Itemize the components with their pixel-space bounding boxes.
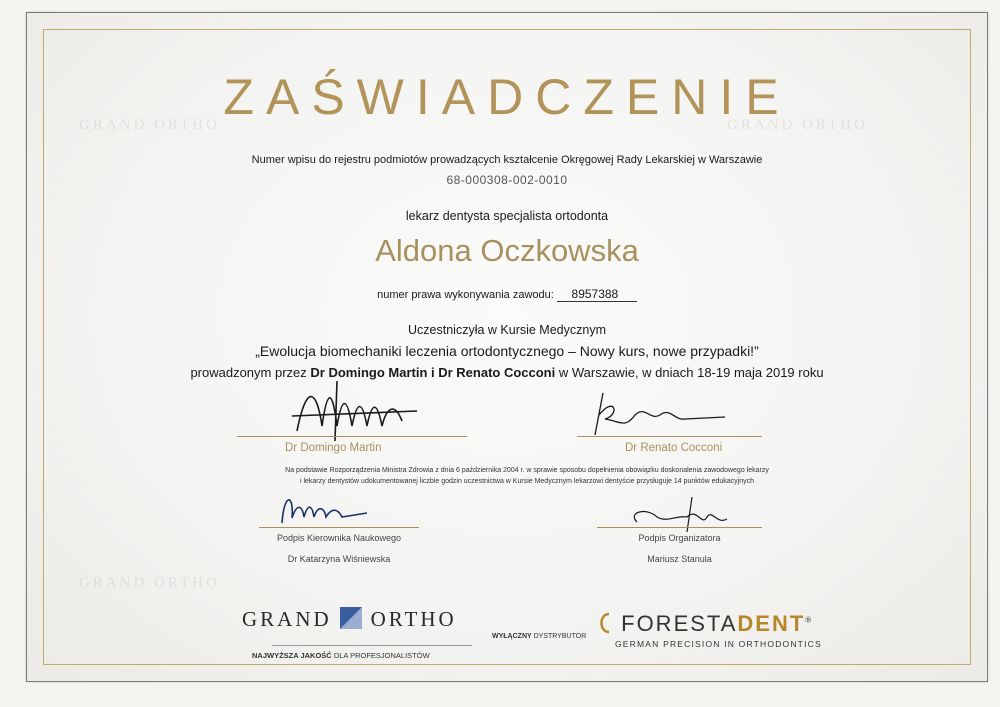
- led-lecturers: Dr Domingo Martin i Dr Renato Cocconi: [310, 365, 556, 380]
- watermark-brand: GRAND ORTHO: [727, 117, 868, 133]
- license-label: numer prawa wykonywania zawodu:: [377, 289, 554, 301]
- watermark-left-bottom: [79, 575, 220, 592]
- signature-mariusz-stanula: [617, 487, 757, 537]
- led-prefix: prowadzonym przez: [190, 365, 307, 380]
- course-lecturers-line: [27, 365, 987, 380]
- grand-ortho-tag-rest: DLA PROFESJONALISTÓW: [333, 651, 430, 660]
- name-kierownik: Dr Katarzyna Wiśniewska: [287, 554, 391, 564]
- signature-line-martin: [237, 436, 467, 437]
- grand-ortho-emblem-icon: [340, 607, 362, 629]
- grand-ortho-tag-bold: NAJWYŻSZA JAKOŚĆ: [252, 651, 332, 660]
- participation-text: Uczestniczyła w Kursie Medycznym: [408, 323, 606, 337]
- signature-domingo-martin: [277, 371, 437, 451]
- grand-ortho-logo: [242, 607, 502, 660]
- forestadent-bracket-icon: [597, 612, 613, 634]
- license-row: [27, 287, 987, 302]
- signature-line-cocconi: [577, 436, 762, 437]
- led-suffix: w Warszawie, w dniach 18-19 maja 2019 roku: [558, 365, 824, 380]
- profession: lekarz dentysta specjalista ortodonta: [405, 209, 609, 223]
- signature-name-martin: Dr Domingo Martin: [285, 442, 382, 454]
- watermark-brand: GRAND ORTHO: [79, 117, 220, 133]
- signature-line-kierownik: [259, 527, 419, 528]
- caption-organizator: Podpis Organizatora: [638, 533, 721, 543]
- course-title: „Ewolucja biomechaniki leczenia ortodontycznego – Nowy kurs, nowe przypadki!”: [255, 343, 759, 359]
- grand-ortho-tagline: [252, 651, 430, 660]
- watermark-brand: GRAND ORTHO: [79, 575, 220, 591]
- license-number: 8957388: [557, 287, 637, 302]
- legal-line-1: Na podstawie Rozporządzenia Ministra Zdrowia z dnia 6 października 2004 r. w sprawie sposobu dopełnienia obowiązku doskonalenia zawodowego lekarzy: [285, 467, 769, 474]
- register-number: 68-000308-002-0010: [446, 173, 568, 187]
- grand-ortho-rule: [272, 645, 472, 646]
- forestadent-logo: [597, 611, 822, 649]
- signature-name-cocconi: Dr Renato Cocconi: [625, 442, 723, 454]
- forestadent-part2: DENT: [737, 611, 806, 636]
- distributor-rest: DYSTRYBUTOR: [533, 633, 587, 640]
- distributor-label: [492, 633, 586, 640]
- register-text: Numer wpisu do rejestru podmiotów prowadzących kształcenie Okręgowej Rady Lekarskiej w Warszawie: [251, 154, 763, 166]
- legal-line-2: i lekarzy dentystów udokumentowanej liczbie godzin uczestnictwa w Kursie Medycznym lekarzowi dentyście przysługuje 14 punktów edukacyjnych: [299, 478, 755, 485]
- grand-ortho-right: ORTHO: [370, 607, 457, 631]
- certificate-paper: [26, 12, 988, 682]
- caption-kierownik: Podpis Kierownika Naukowego: [276, 533, 402, 543]
- forestadent-tagline: GERMAN PRECISION IN ORTHODONTICS: [615, 639, 822, 649]
- name-organizator: Mariusz Stanula: [647, 554, 712, 564]
- certificate-title: ZAŚWIADCZENIE: [223, 69, 791, 125]
- recipient-name: Aldona Oczkowska: [375, 233, 639, 268]
- signature-katarzyna-wisniewska: [272, 483, 392, 533]
- grand-ortho-left: GRAND: [242, 607, 332, 631]
- distributor-bold: WYŁĄCZNY: [492, 633, 532, 640]
- forestadent-part1: FORESTA: [621, 611, 738, 636]
- forestadent-registered: ®: [805, 615, 814, 625]
- signature-line-organizator: [597, 527, 762, 528]
